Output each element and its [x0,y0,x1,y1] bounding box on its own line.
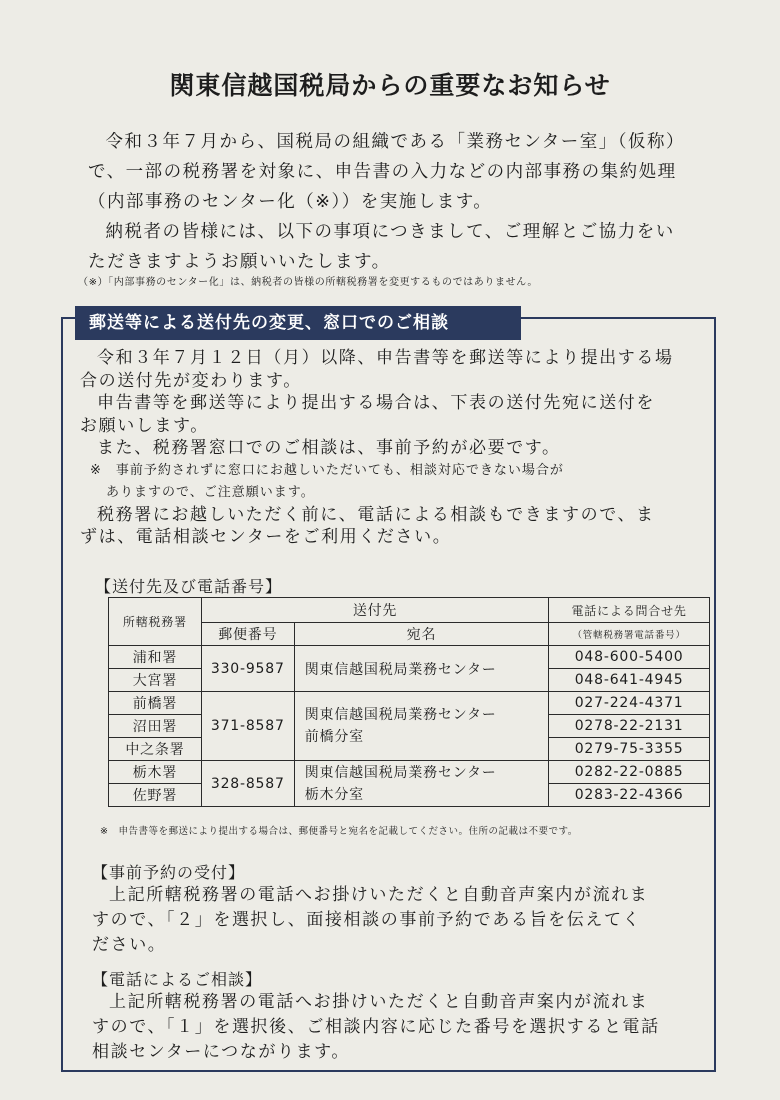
header-addressee: 宛名 [294,623,548,646]
intro [88,127,728,277]
addressee-cell [294,761,548,807]
phone-consult-line: 上記所轄税務署の電話へお掛けいただくと自動音声案内が流れま [109,992,649,1012]
section-body [80,347,710,549]
phone-cell: 048-600-5400 [549,646,710,669]
header-phone: 電話による問合せ先 [549,598,710,623]
header-destination: 送付先 [201,598,548,623]
office-cell: 浦和署 [109,646,202,669]
phone-consult-line: すので、「１」を選択後、ご相談内容に応じた番号を選択すると電話 [92,1017,660,1037]
postal-cell: 328-8587 [201,761,294,807]
reservation-heading: 【事前予約の受付】 [92,863,246,882]
postal-cell: 371-8587 [201,692,294,761]
reservation-body [92,883,712,958]
postal-cell: 330-9587 [201,646,294,692]
intro-line: 令和３年７月から、国税局の組織である「業務センター室」（仮称） [105,132,686,152]
phone-cell: 027-224-4371 [549,692,710,715]
addressee-line: 関東信越国税局業務センター [304,707,497,723]
office-cell: 佐野署 [109,784,202,807]
intro-line: 納税者の皆様には、以下の事項につきまして、ご理解とご協力をい [105,222,675,242]
header-postal: 郵便番号 [201,623,294,646]
reservation-line: 上記所轄税務署の電話へお掛けいただくと自動音声案内が流れま [109,885,649,905]
section-line: 令和３年７月１２日（月）以降、申告書等を郵送等により提出する場 [97,348,674,368]
addressee-line: 栃木分室 [304,786,364,803]
office-cell: 大宮署 [109,669,202,692]
section-line: 申告書等を郵送等により提出する場合は、下表の送付先宛に送付を [97,393,655,413]
phone-cell: 0279-75-3355 [549,738,710,761]
phone-cell: 048-641-4945 [549,669,710,692]
addressee-cell [294,646,548,692]
intro-line: （内部事務のセンター化（※））を実施します。 [88,192,493,212]
addressee-line: 関東信越国税局業務センター [304,661,497,678]
header-office: 所轄税務署 [109,598,202,646]
office-cell: 栃木署 [109,761,202,784]
phone-consult-heading: 【電話によるご相談】 [92,970,263,989]
addressee-cell [294,692,548,761]
table-row [109,646,710,669]
section-header: 郵送等による送付先の変更、窓口でのご相談 [75,306,521,340]
intro-line: で、一部の税務署を対象に、申告書の入力などの内部事務の集約処理 [88,162,677,182]
section-note: ありますので、ご注意願います。 [106,484,315,500]
addressee-line: 前橋分室 [304,729,364,745]
table-row [109,761,710,784]
addressee-line: 関東信越国税局業務センター [304,764,497,781]
section-line: 税務署にお越しいただく前に、電話による相談もできますので、ま [97,504,655,525]
office-cell: 中之条署 [109,738,202,761]
intro-footnote: （※）「内部事務のセンター化」は、納税者の皆様の所轄税務署を変更するものではありません。 [78,277,538,288]
page-title: 関東信越国税局からの重要なお知らせ [169,71,611,100]
section-line: 合の送付先が変わります。 [80,370,302,391]
phone-cell: 0283-22-4366 [549,784,710,807]
intro-line: ただきますようお願いいたします。 [88,252,391,272]
section-line: お願いします。 [80,415,209,436]
section-line: また、税務署窓口でのご相談は、事前予約が必要です。 [97,438,561,458]
table-footnote: ※ 申告書等を郵送により提出する場合は、郵便番号と宛名を記載してください。住所の記載は不要です。 [100,826,578,837]
address-table [108,597,710,807]
table-row [109,692,710,715]
phone-consult-body [92,990,712,1065]
section-line: ずは、電話相談センターをご利用ください。 [80,527,452,547]
reservation-line: ださい。 [92,935,167,955]
header-phone-sub: （管轄税務署電話番号） [549,623,710,646]
section-note: ※ 事前予約されずに窓口にお越しいただいても、相談対応できない場合が [90,462,564,478]
phone-cell: 0282-22-0885 [549,761,710,784]
phone-cell: 0278-22-2131 [549,715,710,738]
reservation-line: すので、「２」を選択し、面接相談の事前予約である旨を伝えてく [92,910,642,930]
table-title: 【送付先及び電話番号】 [95,577,283,596]
office-cell: 沼田署 [109,715,202,738]
office-cell: 前橋署 [109,692,202,715]
phone-consult-line: 相談センターにつながります。 [92,1042,351,1062]
